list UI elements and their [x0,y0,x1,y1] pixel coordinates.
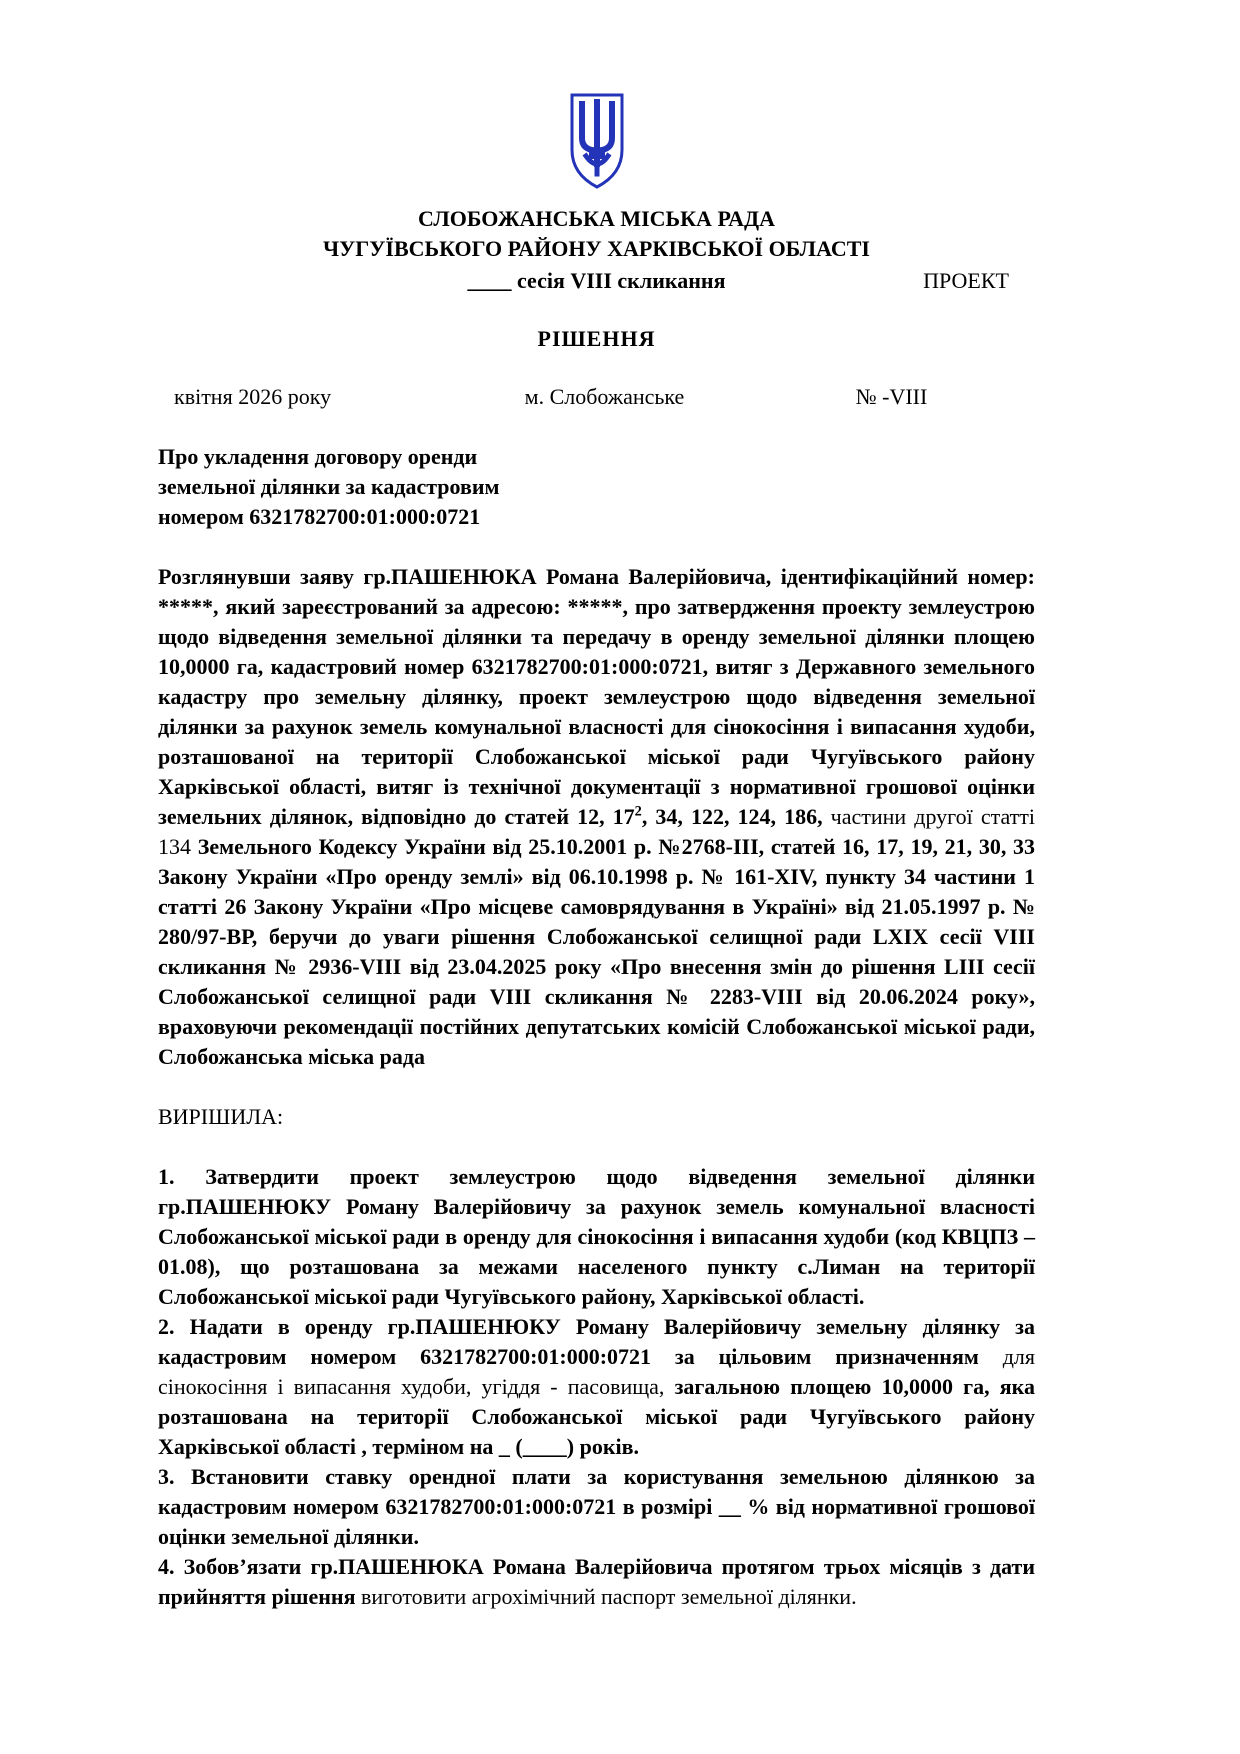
org-name-line1: СЛОБОЖАНСЬКА МІСЬКА РАДА [418,206,775,231]
emblem-container [158,92,1035,198]
session-row [158,266,1035,296]
meta-row [158,382,1035,412]
subject-line-2: земельної ділянки за кадастровим [158,474,500,499]
doc-type-title: РІШЕННЯ [537,326,656,351]
preamble-paragraph: Розглянувши заяву гр.ПАШЕНЮКА Романа Валерійовича, ідентифікаційний номер: *****, який зареєстрований за адресою: *****, про затвердження проекту землеустрою щодо відведення земельної ділянки та передачу в оренду земельної ділянки площею 10,0000 га, кадастровий номер 6321782700:01:000:0721, витяг з Державного земельного кадастру про земельну ділянку, проект землеустрою щодо відведення земельної ділянки за рахунок земель комунальної власності для сінокосіння і випасання худоби, розташованої на території Слобожанської міської ради Чугуївського району Харківської області, витяг із технічної документації з нормативної грошової оцінки земельних ділянок, відповідно до статей 12, $17^2$, 34, 122, 124, 186, частини другої статті 134 Земельного Кодексу України від 25.10.2001 р. №2768-ІІІ, статей 16, 17, 19, 21, 30, 33 Закону України «Про оренду землі» від 06.10.1998 р. № 161-XIV, пункту 34 частини 1 статті 26 Закону України «Про місцеве самоврядування в Україні» від 21.05.1997 р. № 280/97-ВР, беручи до уваги рішення Слобожанської селищної ради LXIX сесії VIII скликання № 2936-VIII від 23.04.2025 року «Про внесення змін до рішення LIII сесії Слобожанської селищної ради VIII скликання № 2283-VIII від 20.06.2024 року», враховуючи рекомендації постійних депутатських комісій Слобожанської міської ради, Слобожанська міська рада [158,564,1036,1069]
subject-line-1: Про укладення договору оренди [158,444,478,469]
subject-line-3: номером 6321782700:01:000:0721 [158,504,481,529]
ukraine-trident-icon [568,92,626,190]
resolution-item-1: 1. Затвердити проект землеустрою щодо відведення земельної ділянки гр.ПАШЕНЮКУ Роману Валерійовичу за рахунок земель комунальної власності Слобожанської міської ради в оренду для сінокосіння і випасання худоби (код КВЦПЗ – 01.08), що розташована за межами населеного пункту с.Лиман на території Слобожанської міської ради Чугуївського району, Харківської області. [158,1164,1035,1309]
session-line: ____ сесія VIII скликання [467,268,726,293]
resolution-item-4: 4. Зобов’язати гр.ПАШЕНЮКА Романа Валерійовича протягом трьох місяців з дати прийняття рішення виготовити агрохімічний паспорт земельної ділянки. [158,1554,1035,1609]
project-label: ПРОЕКТ [923,268,1009,293]
org-name-line2: ЧУГУЇВСЬКОГО РАЙОНУ ХАРКІВСЬКОЇ ОБЛАСТІ [322,236,870,261]
subject-block [158,442,1035,532]
resolution-word: ВИРІШИЛА: [158,1104,284,1129]
resolution-item-2: 2. Надати в оренду гр.ПАШЕНЮКУ Роману Валерійовичу земельну ділянку за кадастровим номером 6321782700:01:000:0721 за цільовим призначенням для сінокосіння і випасання худоби, угіддя - пасовища, загальною площею 10,0000 га, яка розташована на території Слобожанської міської ради Чугуївського району Харківської області , терміном на _ (____) років. [158,1314,1035,1459]
doc-number: № -VIII [855,384,928,409]
resolution-item-3: 3. Встановити ставку орендної плати за користування земельною ділянкою за кадастровим номером 6321782700:01:000:0721 в розмірі __ % від нормативної грошової оцінки земельної ділянки. [158,1464,1035,1549]
doc-date: квітня 2026 року [174,384,332,409]
resolution-items [158,1162,1035,1612]
doc-place: м. Слобожанське [524,384,685,409]
